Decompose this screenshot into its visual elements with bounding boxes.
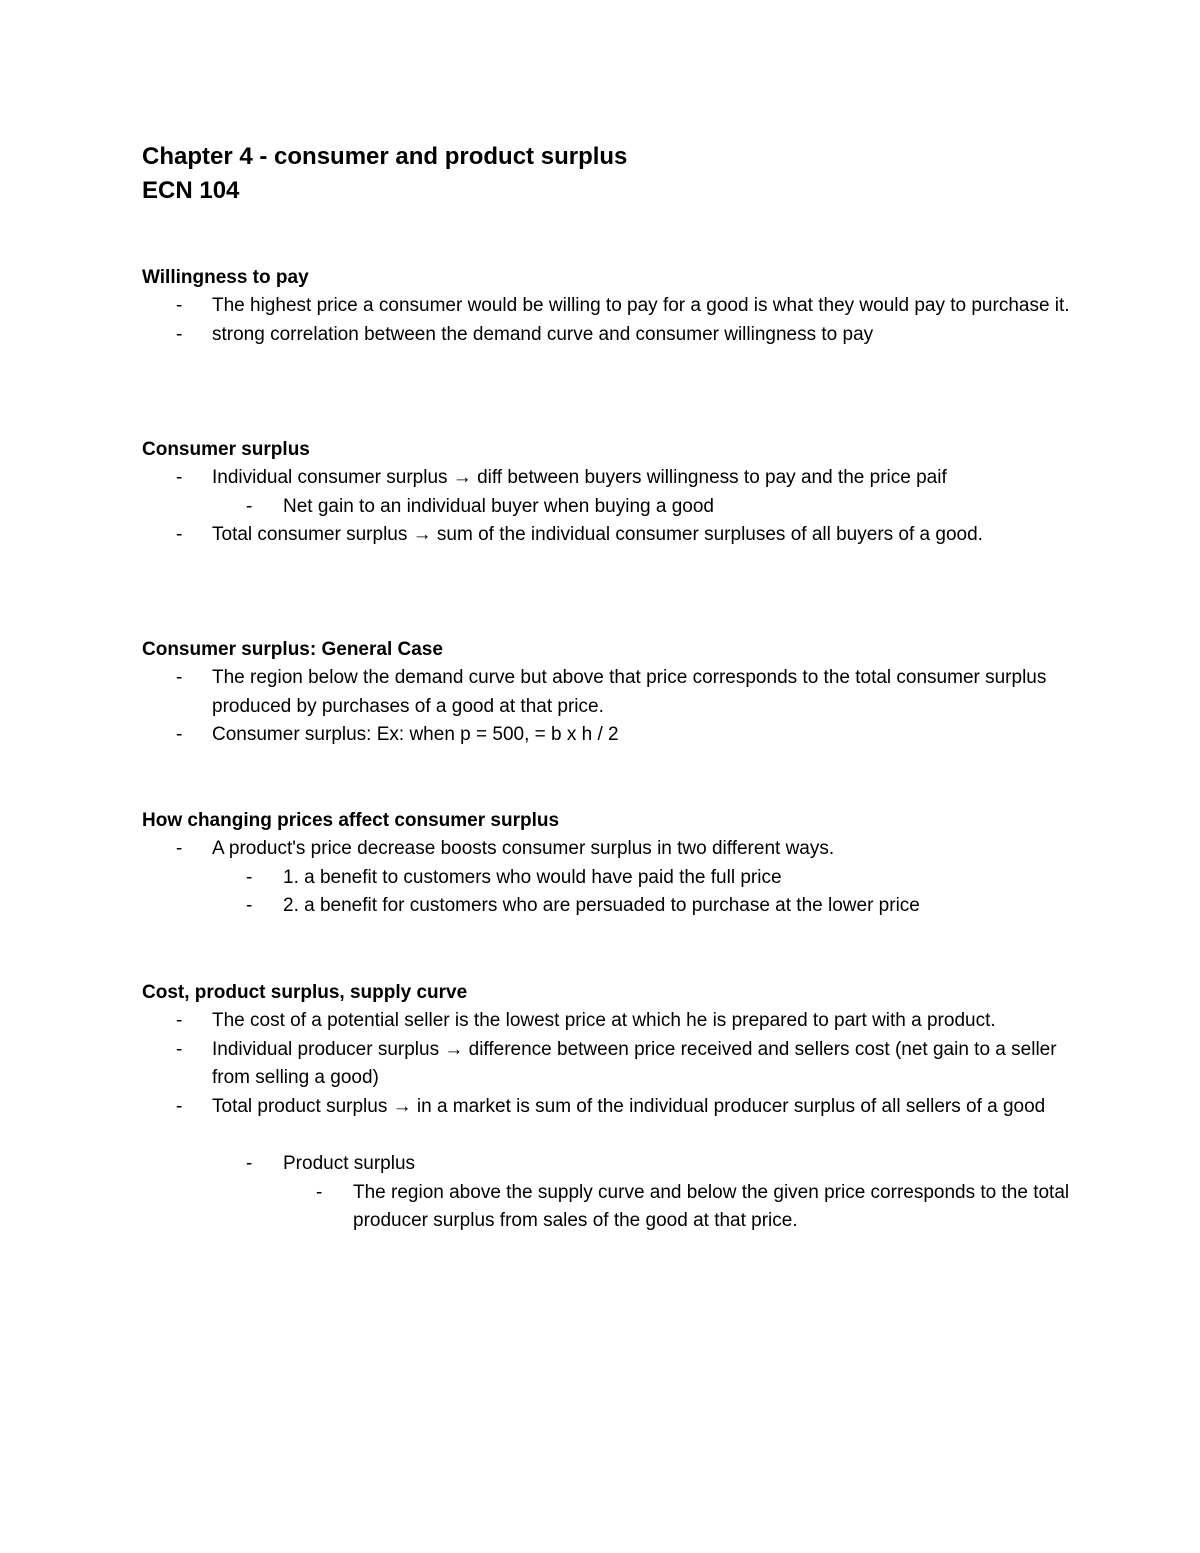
list-item xyxy=(142,892,1072,921)
bullet-dash: - xyxy=(176,1095,183,1117)
list-item-text: Product surplus xyxy=(283,1152,416,1174)
bullet-dash: - xyxy=(176,724,183,746)
list-item-text: Consumer surplus: Ex: when p = 500, = b x h / 2 xyxy=(212,724,619,746)
list-item xyxy=(142,521,1072,550)
list-item-text: The region below the demand curve but above that price corresponds to the total consumer surplus produced by purchases of a good at that price. xyxy=(212,667,1047,717)
list-item-text: strong correlation between the demand curve and consumer willingness to pay xyxy=(212,323,874,345)
list-item xyxy=(142,292,1072,321)
list-item-text: A product's price decrease boosts consumer surplus in two different ways. xyxy=(212,838,835,859)
bullet-dash: - xyxy=(176,838,183,859)
list-item-text: The highest price a consumer would be willing to pay for a good is what they would pay to purchase it. xyxy=(212,295,1070,316)
bullet-dash: - xyxy=(176,467,183,488)
section-heading: Willingness to pay xyxy=(142,267,309,288)
list-item xyxy=(142,835,1072,864)
section-consumer-surplus xyxy=(142,436,1072,550)
title-block xyxy=(142,140,627,208)
blank-line xyxy=(142,1121,1072,1150)
bullet-dash: - xyxy=(176,323,183,345)
section-willingness-to-pay xyxy=(142,264,1072,349)
bullet-dash: - xyxy=(176,1038,183,1060)
list-item xyxy=(142,864,1072,893)
list-item-text: The region above the supply curve and below the given price corresponds to the total producer surplus from sales of the good at that price. xyxy=(353,1181,1070,1232)
bullet-dash: - xyxy=(246,1152,253,1174)
list-item xyxy=(142,1093,1072,1122)
list-item-text: Individual consumer surplus → diff between buyers willingness to pay and the price paif xyxy=(212,467,947,488)
course-code: ECN 104 xyxy=(142,177,240,204)
bullet-list xyxy=(142,1007,1072,1236)
bullet-dash: - xyxy=(176,524,183,546)
section-consumer-surplus-general-case xyxy=(142,636,1072,750)
list-item-text: Total consumer surplus → sum of the individual consumer surpluses of all buyers of a good. xyxy=(212,524,983,546)
list-item-text: The cost of a potential seller is the lowest price at which he is prepared to part with a product. xyxy=(212,1010,996,1031)
list-item xyxy=(142,1150,1072,1179)
list-item-text: Total product surplus → in a market is sum of the individual producer surplus of all sellers of a good xyxy=(212,1095,1046,1117)
section-heading: How changing prices affect consumer surplus xyxy=(142,810,560,831)
bullet-list xyxy=(142,664,1072,750)
list-item-text: 1. a benefit to customers who would have paid the full price xyxy=(283,866,782,888)
list-item-text: Individual producer surplus → difference between price received and sellers cost (net gain to a seller from selling a good) xyxy=(212,1038,1057,1089)
list-item xyxy=(142,493,1072,522)
list-item xyxy=(142,664,1072,721)
list-item xyxy=(142,321,1072,350)
section-heading: Consumer surplus xyxy=(142,439,310,460)
bullet-dash: - xyxy=(246,495,253,517)
section-heading: Consumer surplus: General Case xyxy=(142,639,443,660)
bullet-list xyxy=(142,835,1072,921)
bullet-dash: - xyxy=(246,866,253,888)
bullet-dash: - xyxy=(246,895,253,917)
section-changing-prices xyxy=(142,807,1072,921)
section-cost-product-surplus xyxy=(142,979,1072,1236)
bullet-dash: - xyxy=(316,1181,323,1203)
list-item xyxy=(142,1007,1072,1036)
bullet-list xyxy=(142,464,1072,550)
page-title: Chapter 4 - consumer and product surplus xyxy=(142,143,628,170)
bullet-dash: - xyxy=(176,667,183,688)
list-item-text: Net gain to an individual buyer when buying a good xyxy=(283,495,714,517)
bullet-dash: - xyxy=(176,295,183,316)
list-item xyxy=(142,1179,1072,1236)
list-item xyxy=(142,721,1072,750)
bullet-list xyxy=(142,292,1072,349)
list-item-text: 2. a benefit for customers who are persuaded to purchase at the lower price xyxy=(283,895,920,917)
list-item xyxy=(142,464,1072,493)
bullet-dash: - xyxy=(176,1010,183,1031)
list-item xyxy=(142,1036,1072,1093)
section-heading: Cost, product surplus, supply curve xyxy=(142,982,468,1003)
